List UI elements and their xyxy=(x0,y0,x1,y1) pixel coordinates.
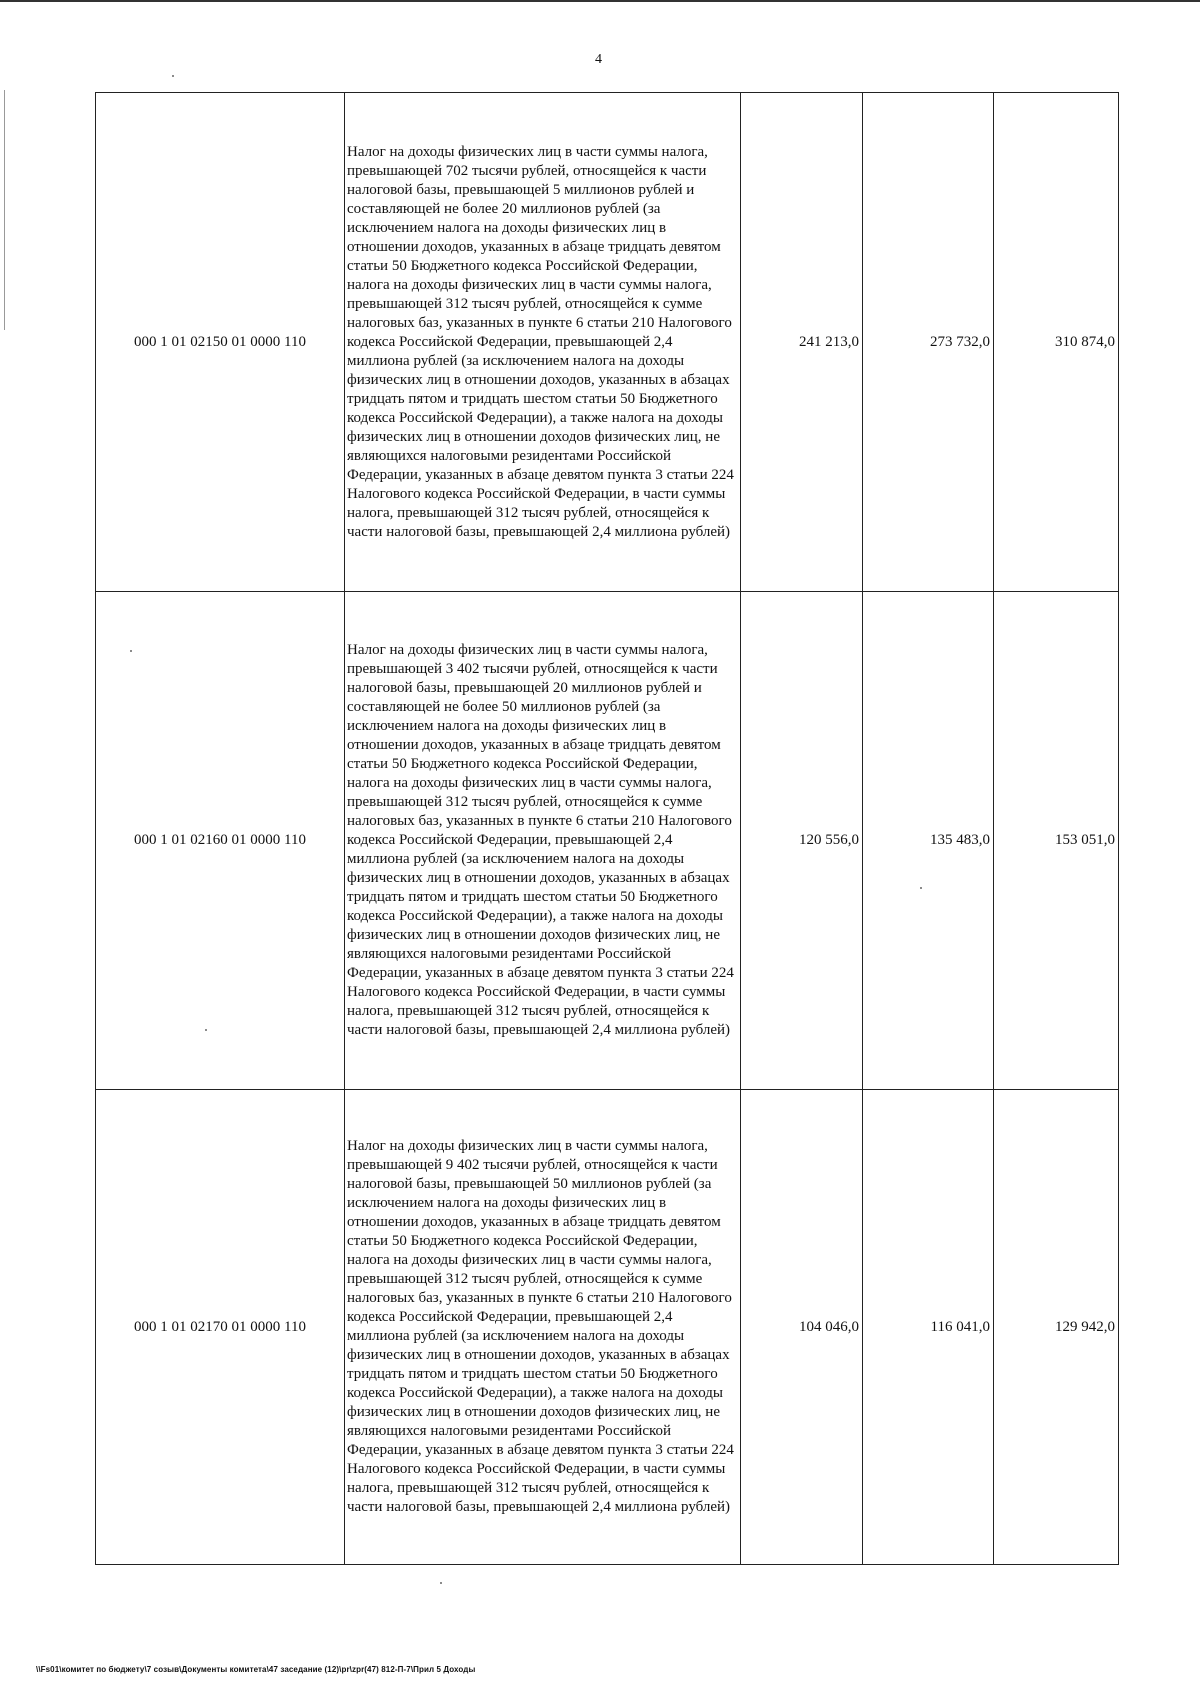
amount-year3-cell: 153 051,0 xyxy=(994,592,1119,1090)
amount-year1-cell: 241 213,0 xyxy=(741,93,863,592)
amount-year1-cell: 104 046,0 xyxy=(741,1090,863,1565)
budget-code-cell: 000 1 01 02150 01 0000 110 xyxy=(96,93,345,592)
scan-edge-line xyxy=(4,90,5,330)
amount-year3-cell: 129 942,0 xyxy=(994,1090,1119,1565)
top-border-line xyxy=(0,0,1200,2)
budget-code-cell: 000 1 01 02170 01 0000 110 xyxy=(96,1090,345,1565)
budget-code-cell: 000 1 01 02160 01 0000 110 xyxy=(96,592,345,1090)
table-row xyxy=(96,93,1119,592)
description-cell: Налог на доходы физических лиц в части суммы налога, превышающей 702 тысячи рублей, относящейся к части налоговой базы, превышающей 5 миллионов рублей и составляющей не более 20 миллионов рублей (за исключением налога на доходы физических лиц в отношении доходов, указанных в абзаце тридцать девятом статьи 50 Бюджетного кодекса Российской Федерации, налога на доходы физических лиц в части суммы налога, превышающей 312 тысяч рублей, относящейся к сумме налоговых баз, указанных в пункте 6 статьи 210 Налогового кодекса Российской Федерации, превышающей 2,4 миллиона рублей (за исключением налога на доходы физических лиц в отношении доходов, указанных в абзацах тридцать пятом и тридцать шестом статьи 50 Бюджетного кодекса Российской Федерации), а также налога на доходы физических лиц в отношении доходов физических лиц, не являющихся налоговыми резидентами Российской Федерации, указанных в абзаце девятом пункта 3 статьи 224 Налогового кодекса Российской Федерации, в части суммы налога, превышающей 312 тысяч рублей, относящейся к части налоговой базы, превышающей 2,4 миллиона рублей) xyxy=(345,93,741,592)
scan-speck xyxy=(172,75,174,77)
amount-year1-cell: 120 556,0 xyxy=(741,592,863,1090)
description-cell: Налог на доходы физических лиц в части суммы налога, превышающей 3 402 тысячи рублей, относящейся к части налоговой базы, превышающей 20 миллионов рублей и составляющей не более 50 миллионов рублей (за исключением налога на доходы физических лиц в отношении доходов, указанных в абзаце тридцать девятом статьи 50 Бюджетного кодекса Российской Федерации, налога на доходы физических лиц в части суммы налога, превышающей 312 тысяч рублей, относящейся к сумме налоговых баз, указанных в пункте 6 статьи 210 Налогового кодекса Российской Федерации, превышающей 2,4 миллиона рублей (за исключением налога на доходы физических лиц в отношении доходов, указанных в абзацах тридцать пятом и тридцать шестом статьи 50 Бюджетного кодекса Российской Федерации), а также налога на доходы физических лиц в отношении доходов физических лиц, не являющихся налоговыми резидентами Российской Федерации, указанных в абзаце девятом пункта 3 статьи 224 Налогового кодекса Российской Федерации, в части суммы налога, превышающей 312 тысяч рублей, относящейся к части налоговой базы, превышающей 2,4 миллиона рублей) xyxy=(345,592,741,1090)
scan-speck xyxy=(440,1582,442,1584)
footer-file-path: \\Fs01\комитет по бюджету\7 созыв\Документы комитета\47 заседание (12)\pr\zpr(47) 812-П-7\Прил 5 Доходы xyxy=(36,1665,476,1674)
amount-year3-cell: 310 874,0 xyxy=(994,93,1119,592)
amount-year2-cell: 273 732,0 xyxy=(863,93,994,592)
table-row xyxy=(96,1090,1119,1565)
amount-year2-cell: 135 483,0 xyxy=(863,592,994,1090)
description-cell: Налог на доходы физических лиц в части суммы налога, превышающей 9 402 тысячи рублей, относящейся к части налоговой базы, превышающей 50 миллионов рублей (за исключением налога на доходы физических лиц в отношении доходов, указанных в абзаце тридцать девятом статьи 50 Бюджетного кодекса Российской Федерации, налога на доходы физических лиц в части суммы налога, превышающей 312 тысяч рублей, относящейся к сумме налоговых баз, указанных в пункте 6 статьи 210 Налогового кодекса Российской Федерации, превышающей 2,4 миллиона рублей (за исключением налога на доходы физических лиц в отношении доходов, указанных в абзацах тридцать пятом и тридцать шестом статьи 50 Бюджетного кодекса Российской Федерации), а также налога на доходы физических лиц в отношении доходов физических лиц, не являющихся налоговыми резидентами Российской Федерации, указанных в абзаце девятом пункта 3 статьи 224 Налогового кодекса Российской Федерации, в части суммы налога, превышающей 312 тысяч рублей, относящейся к части налоговой базы, превышающей 2,4 миллиона рублей) xyxy=(345,1090,741,1565)
table-row xyxy=(96,592,1119,1090)
revenue-table xyxy=(95,92,1119,1565)
page-number: 4 xyxy=(595,52,602,67)
amount-year2-cell: 116 041,0 xyxy=(863,1090,994,1565)
